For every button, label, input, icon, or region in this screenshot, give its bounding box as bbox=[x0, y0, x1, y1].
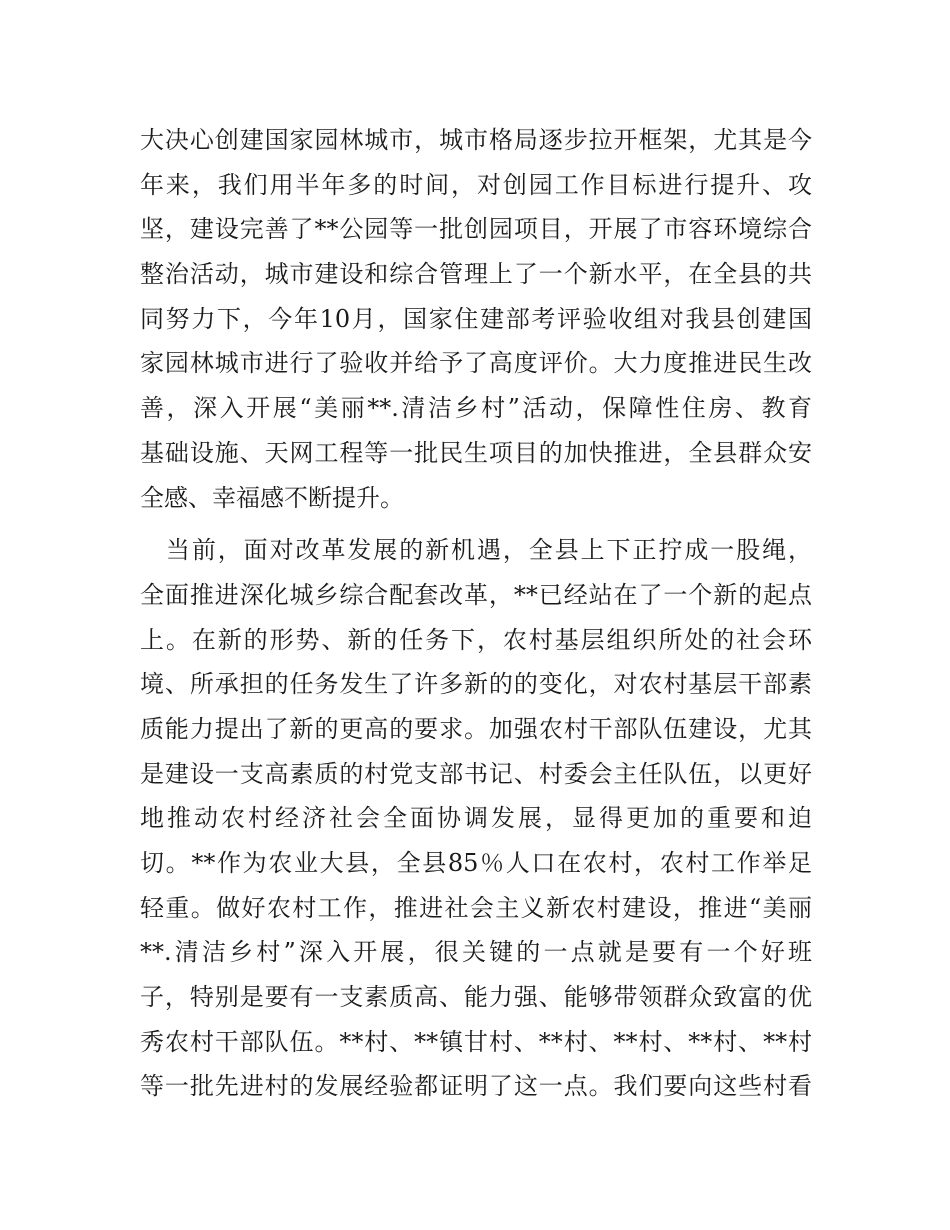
text-line: 子，特别是要有一支素质高、能力强、能够带领群众致富的优 bbox=[140, 983, 812, 1012]
text-line: 质能力提出了新的更高的要求。加强农村干部队伍建设，尤其 bbox=[140, 714, 812, 743]
text-line: 善，深入开展“美丽**.清洁乡村”活动，保障性住房、教育 bbox=[140, 394, 812, 423]
text-line: **.清洁乡村”深入开展，很关键的一点就是要有一个好班 bbox=[140, 938, 812, 967]
paragraph-2 bbox=[140, 528, 812, 1109]
text-line: 基础设施、天网工程等一批民生项目的加快推进，全县群众安 bbox=[140, 438, 812, 467]
paragraph-1 bbox=[140, 118, 812, 520]
text-line: 整治活动，城市建设和综合管理上了一个新水平，在全县的共 bbox=[140, 260, 812, 289]
text-line: 轻重。做好农村工作，推进社会主义新农村建设，推进“美丽 bbox=[140, 893, 812, 922]
text-line: 上。在新的形势、新的任务下，农村基层组织所处的社会环 bbox=[140, 625, 812, 654]
text-line: 家园林城市进行了验收并给予了高度评价。大力度推进民生改 bbox=[140, 349, 812, 378]
text-line: 地推动农村经济社会全面协调发展，显得更加的重要和迫 bbox=[140, 804, 812, 833]
text-line: 切。**作为农业大县，全县85％人口在农村，农村工作举足 bbox=[140, 849, 812, 877]
paragraph-gap bbox=[140, 520, 812, 528]
text-line: 大决心创建国家园林城市，城市格局逐步拉开框架，尤其是今 bbox=[140, 126, 812, 154]
text-line: 秀农村干部队伍。**村、**镇甘村、**村、**村、**村、**村 bbox=[140, 1027, 812, 1056]
text-line: 等一批先进村的发展经验都证明了这一点。我们要向这些村看 bbox=[140, 1072, 812, 1101]
text-line: 坚，建设完善了**公园等一批创园项目，开展了市容环境综合 bbox=[140, 215, 812, 244]
text-line: 全面推进深化城乡综合配套改革，**已经站在了一个新的起点 bbox=[140, 580, 812, 609]
text-line: 当前，面对改革发展的新机遇，全县上下正拧成一股绳， bbox=[140, 536, 812, 565]
text-line: 是建设一支高素质的村党支部书记、村委会主任队伍，以更好 bbox=[140, 759, 812, 788]
text-line: 全感、幸福感不断提升。 bbox=[140, 483, 404, 512]
text-line: 同努力下，今年10月，国家住建部考评验收组对我县创建国 bbox=[140, 304, 812, 333]
text-line: 境、所承担的任务发生了许多新的的变化，对农村基层干部素 bbox=[140, 670, 812, 699]
text-line: 年来，我们用半年多的时间，对创园工作目标进行提升、攻 bbox=[140, 170, 812, 199]
document-page bbox=[140, 118, 812, 1109]
